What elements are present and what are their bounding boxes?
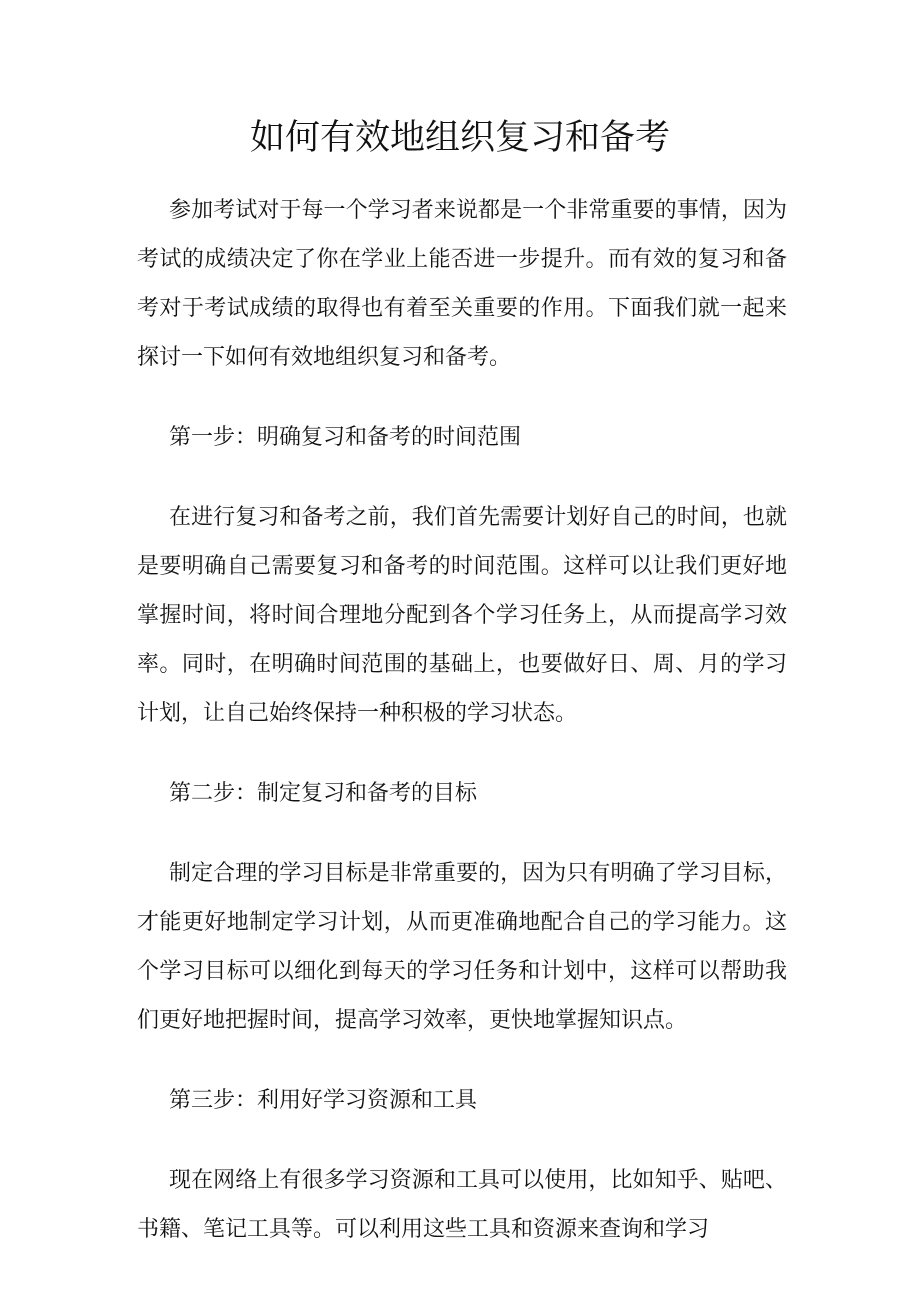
- paragraph-gap: [137, 738, 787, 769]
- section-3-body: 现在网络上有很多学习资源和工具可以使用，比如知乎、贴吧、书籍、笔记工具等。可以利用这些工具和资源来查询和学习: [137, 1168, 787, 1242]
- document-title: 如何有效地组织复习和备考: [249, 118, 670, 158]
- section-3-heading: 第三步：利用好学习资源和工具: [169, 1088, 478, 1113]
- section-2-body: 制定合理的学习目标是非常重要的，因为只有明确了学习目标，才能更好地制定学习计划，从而更准确地配合自己的学习能力。这个学习目标可以细化到每天的学习任务和计划中，这样可以帮助我们更好地把握时间，提高学习效率，更快地掌握知识点。: [137, 861, 787, 1033]
- document-body: [137, 186, 787, 1254]
- intro-paragraph: 参加考试对于每一个学习者来说都是一个非常重要的事情，因为考试的成绩决定了你在学业上能否进一步提升。而有效的复习和备考对于考试成绩的取得也有着至关重要的作用。下面我们就一起来探讨一下如何有效地组织复习和备考。: [137, 198, 787, 370]
- section-1-body: 在进行复习和备考之前，我们首先需要计划好自己的时间，也就是要明确自己需要复习和备考的时间范围。这样可以让我们更好地掌握时间，将时间合理地分配到各个学习任务上，从而提高学习效率。同时，在明确时间范围的基础上，也要做好日、周、月的学习计划，让自己始终保持一种积极的学习状态。: [137, 505, 787, 726]
- section-1-heading: 第一步：明确复习和备考的时间范围: [169, 425, 522, 450]
- paragraph-gap: [137, 462, 787, 493]
- paragraph-gap: [137, 1125, 787, 1156]
- paragraph-gap: [137, 818, 787, 849]
- paragraph-gap: [137, 382, 787, 413]
- paragraph-gap: [137, 1045, 787, 1076]
- section-2-heading: 第二步：制定复习和备考的目标: [169, 781, 478, 806]
